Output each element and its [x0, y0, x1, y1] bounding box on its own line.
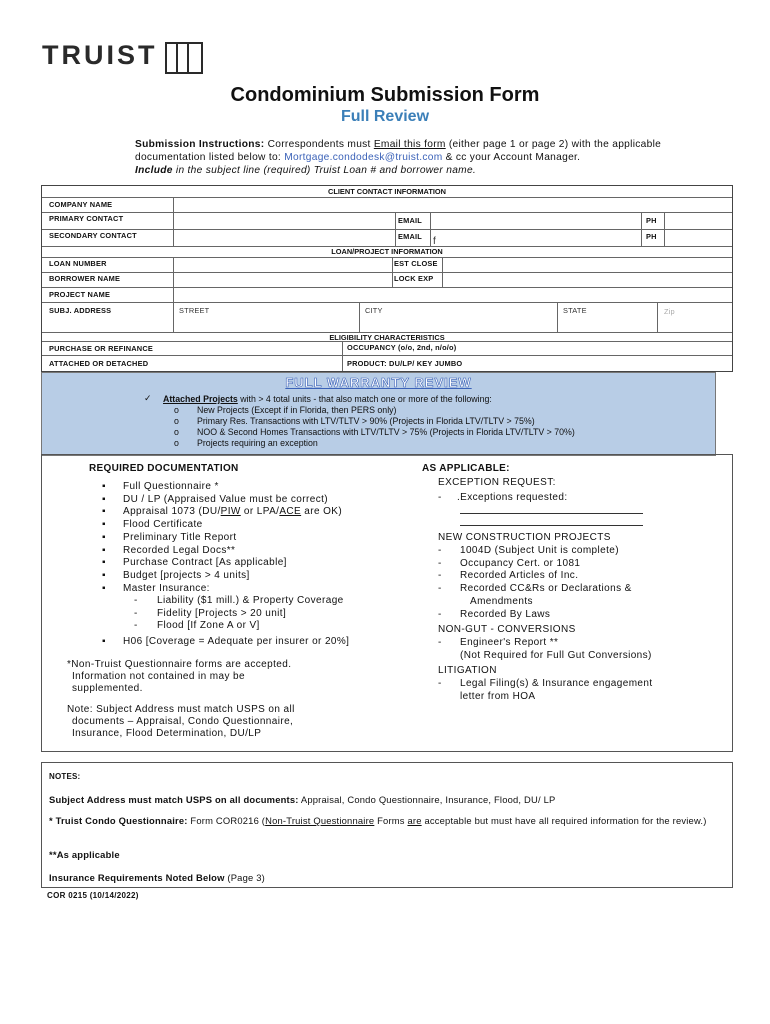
primary-ph-label: PH: [646, 216, 657, 225]
loan-project-section-header: LOAN/PROJECT INFORMATION: [331, 247, 443, 256]
attached-projects-line: [163, 394, 492, 404]
street-label: STREET: [179, 306, 210, 315]
nc-item: 1004D (Subject Unit is complete): [460, 545, 619, 556]
bullet-column: ▪ ▪ ▪ ▪ ▪ ▪ ▪ ▪ ▪: [102, 481, 106, 594]
attached-projects-label: Attached Projects: [163, 394, 238, 404]
note-text: are: [407, 815, 422, 826]
nc-item: Occupancy Cert. or 1081: [460, 557, 581, 569]
required-doc-item: Appraisal 1073 (DU/PIW or LPA/ACE are OK): [123, 506, 343, 518]
engineer-report: Engineer's Report **: [460, 637, 559, 648]
check-icon: ✓: [144, 393, 152, 403]
truist-questionnaire-label: * Truist Condo Questionnaire:: [49, 815, 188, 826]
stray-mark: f: [433, 236, 436, 247]
subject-address-text: Appraisal, Condo Questionnaire, Insurance, Flood, DU/ LP: [298, 794, 556, 805]
dash: -: [438, 637, 442, 648]
litigation-heading: LITIGATION: [438, 665, 497, 676]
required-doc-item: Purchase Contract [As applicable]: [123, 557, 287, 569]
project-name-label: PROJECT NAME: [49, 290, 111, 299]
company-name-label: COMPANY NAME: [49, 200, 113, 209]
required-doc-item: DU / LP (Appraised Value must be correct): [123, 493, 328, 505]
new-construction-list: [460, 545, 632, 621]
purchase-refinance-label: PURCHASE OR REFINANCE: [49, 344, 153, 353]
lock-exp-label: LOCK EXP: [394, 274, 434, 283]
exception-request-label: EXCEPTION REQUEST:: [438, 477, 556, 488]
client-contact-section-header: CLIENT CONTACT INFORMATION: [328, 187, 446, 196]
insurance-sub-item: Liability ($1 mill.) & Property Coverage: [157, 595, 344, 606]
full-warranty-review-box: [41, 372, 716, 456]
zip-label: Zip: [664, 307, 675, 316]
note-text: acceptable but must have all required information for the review.): [421, 815, 707, 826]
truist-questionnaire-note: [49, 815, 709, 827]
instructions-text: & cc your Account Manager.: [442, 152, 581, 163]
required-doc-item: Budget [projects > 4 units]: [123, 569, 250, 581]
full-warranty-title: FULL WARRANTY REVIEW: [285, 375, 472, 390]
nc-item: Recorded CC&Rs or Declarations &: [460, 583, 632, 595]
city-label: CITY: [365, 306, 383, 315]
attached-detached-label: ATTACHED OR DETACHED: [49, 359, 149, 368]
exception-line-2[interactable]: [460, 525, 643, 526]
insurance-requirements-label: Insurance Requirements Noted Below: [49, 872, 225, 883]
submission-instructions: [135, 138, 715, 177]
required-doc-item: Full Questionnaire *: [123, 481, 219, 492]
bullet-icon: o: [174, 438, 179, 448]
nc-item: Recorded Articles of Inc.: [460, 570, 579, 582]
bullet-icon: o: [174, 416, 179, 426]
exceptions-requested-label: .Exceptions requested:: [457, 492, 568, 503]
note-text: Forms: [374, 815, 408, 826]
required-doc-item: Preliminary Title Report: [123, 531, 237, 543]
as-applicable-note: **As applicable: [49, 849, 120, 860]
as-applicable-heading: AS APPLICABLE:: [422, 463, 510, 474]
instructions-text: Correspondents must: [264, 139, 374, 150]
attached-projects-text: with > 4 total units - that also match one or more of the following:: [237, 394, 492, 404]
non-truist-note-3: supplemented.: [72, 683, 143, 694]
form-code-footer: COR 0215 (10/14/2022): [47, 891, 139, 900]
insurance-sub-list: [157, 595, 344, 633]
required-doc-item: Recorded Legal Docs**: [123, 544, 236, 556]
instructions-text: in the subject line (required) Truist Loan # and borrower name.: [172, 165, 477, 176]
est-close-label: EST CLOSE: [394, 259, 438, 268]
subj-address-label: SUBJ. ADDRESS: [49, 306, 112, 315]
instructions-label: Submission Instructions:: [135, 139, 265, 150]
address-note-3: Insurance, Flood Determination, DU/LP: [72, 728, 262, 739]
form-title: Condominium Submission Form: [230, 84, 540, 106]
state-label: STATE: [563, 306, 587, 315]
nc-item: Amendments: [470, 595, 533, 607]
engineer-note: (Not Required for Full Gut Conversions): [460, 650, 652, 661]
non-truist-questionnaire-link[interactable]: Non-Truist Questionnaire: [265, 815, 375, 826]
contact-loan-eligibility-table: [41, 185, 733, 372]
non-truist-note-1: *Non-Truist Questionnaire forms are accepted.: [67, 659, 292, 670]
eligibility-section-header: ELIGIBILITY CHARACTERISTICS: [329, 333, 445, 342]
insurance-requirements-note: [49, 872, 265, 883]
borrower-name-label: BORROWER NAME: [49, 274, 121, 283]
required-doc-list: [123, 481, 342, 595]
secondary-contact-label: SECONDARY CONTACT: [49, 231, 137, 240]
notes-box: [41, 762, 733, 888]
address-note-2: documents – Appraisal, Condo Questionnaire,: [72, 716, 294, 727]
warranty-item: NOO & Second Homes Transactions with LTV/TLTV > 75% (Projects in Florida LTV/TLTV > 70%): [197, 427, 575, 437]
include-label: Include: [135, 165, 173, 176]
condo-desk-email-link[interactable]: Mortgage.condodesk@truist.com: [284, 152, 443, 163]
note-text: (Page 3): [224, 872, 265, 883]
non-truist-note-2: Information not contained in may be: [72, 671, 245, 682]
bullet-icon: o: [174, 405, 179, 415]
notes-heading: NOTES:: [49, 772, 81, 781]
dash-column: - - - - -: [438, 545, 442, 620]
secondary-email-label: EMAIL: [398, 232, 422, 241]
dash: -: [438, 678, 442, 689]
email-this-form-link[interactable]: Email this form: [373, 139, 446, 150]
dash-column: - - -: [134, 595, 138, 632]
warranty-item: New Projects (Except if in Florida, then PERS only): [197, 405, 397, 415]
secondary-ph-label: PH: [646, 232, 657, 241]
truist-logo: TRUIST: [42, 40, 158, 70]
primary-contact-label: PRIMARY CONTACT: [49, 214, 124, 223]
required-doc-item: Master Insurance:: [123, 582, 210, 594]
nc-item: Recorded By Laws: [460, 608, 551, 620]
required-doc-item: Flood Certificate: [123, 519, 203, 531]
exception-line-1[interactable]: [460, 513, 643, 514]
bullet-icon: ▪: [102, 636, 106, 647]
loan-number-label: LOAN NUMBER: [49, 259, 107, 268]
litigation-item-1: Legal Filing(s) & Insurance engagement: [460, 678, 653, 689]
insurance-sub-item: Flood [If Zone A or V]: [157, 620, 260, 632]
required-documentation-heading: REQUIRED DOCUMENTATION: [89, 463, 239, 474]
warranty-item: Projects requiring an exception: [197, 438, 318, 448]
truist-logo-mark-icon: [165, 42, 203, 74]
product-label: PRODUCT: DU/LP/ KEY JUMBO: [347, 359, 463, 368]
subject-address-label: Subject Address must match USPS on all documents:: [49, 794, 299, 805]
subject-address-note: [49, 794, 555, 805]
instructions-text: (either page 1 or page 2) with the applicable documentation listed below to:: [135, 139, 662, 163]
occupancy-label: OCCUPANCY (o/o, 2nd, n/o/o): [347, 343, 457, 352]
warranty-item: Primary Res. Transactions with LTV/TLTV > 90% (Projects in Florida LTV/TLTV > 75%): [197, 416, 535, 426]
dash: -: [438, 492, 442, 503]
form-subtitle: Full Review: [340, 108, 430, 125]
documentation-box: [41, 454, 733, 752]
new-construction-heading: NEW CONSTRUCTION PROJECTS: [438, 532, 611, 543]
non-gut-heading: NON-GUT - CONVERSIONS: [438, 624, 576, 635]
primary-email-label: EMAIL: [398, 216, 422, 225]
address-note-1: Note: Subject Address must match USPS on all: [67, 704, 295, 715]
note-text: Form COR0216 (: [187, 815, 266, 826]
insurance-sub-item: Fidelity [Projects > 20 unit]: [157, 607, 287, 619]
bullet-icon: o: [174, 427, 179, 437]
litigation-item-2: letter from HOA: [460, 691, 536, 702]
h06-item: H06 [Coverage = Adequate per insurer or 20%]: [123, 636, 350, 647]
